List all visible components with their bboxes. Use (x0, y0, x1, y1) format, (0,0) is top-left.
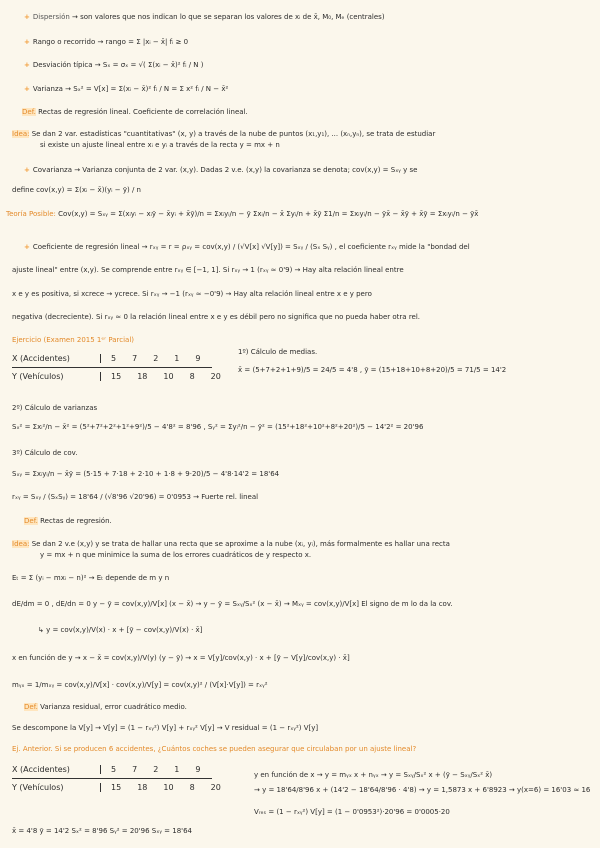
x-label: X (Accidentes) (12, 354, 101, 363)
note-text: x̄ = (5+7+2+1+9)/5 = 24/5 = 4'8 , ȳ = (15+18+10+8+20)/5 = 71/5 = 14'2 (238, 366, 507, 374)
y-cell: 8 (189, 783, 195, 792)
note-line (24, 243, 470, 252)
note-line (12, 336, 134, 345)
bullet-icon: + (24, 13, 30, 21)
note-line (24, 85, 228, 94)
note-line (40, 141, 280, 150)
y-cell: 15 (111, 783, 122, 792)
note-text: Varianza residual, error cuadrático medio. (37, 703, 187, 711)
note-line (12, 745, 416, 754)
note-line (238, 366, 506, 375)
note-line (12, 654, 350, 663)
bullet-icon: + (24, 61, 30, 69)
x-cell: 2 (153, 354, 159, 363)
bullet-icon: + (24, 243, 30, 251)
note-text: Si se producen 6 accidentes, ¿Cuántos coches se pueden asegurar que circulaban por un ajuste lineal? (52, 745, 417, 753)
note-text: x e y es positiva, si xcrece → ycrece. Si rₓᵧ → −1 (rₓᵧ ≃ −0'9) → Hay alta relación lineal entre x e y pero (12, 290, 372, 298)
note-text: Dispersión (32, 13, 70, 21)
x-values (101, 354, 200, 363)
note-text: Sₓᵧ = Σxᵢyᵢ/n − x̄ȳ = (5·15 + 7·18 + 2·10 + 1·8 + 9·20)/5 − 4'8·14'2 = 18'64 (12, 470, 280, 478)
x-cell: 7 (132, 354, 138, 363)
note-line (254, 808, 450, 817)
note-line (22, 108, 248, 117)
note-line (254, 786, 590, 795)
note-text: 3º) Cálculo de cov. (12, 449, 78, 457)
note-line (24, 38, 188, 47)
y-cell: 18 (137, 783, 148, 792)
note-text: Rectas de regresión. (37, 517, 112, 525)
note-line (24, 61, 204, 70)
note-line (12, 681, 268, 690)
note-line (6, 210, 478, 219)
x-values (101, 765, 200, 774)
note-line (24, 703, 187, 712)
bullet-icon: + (24, 85, 30, 93)
note-text: Covarianza → Varianza conjunta de 2 var. (x,y). Dadas 2 v.e. (x,y) la covarianza se denota; cov(x,y) = Sₓᵧ y se (32, 166, 418, 174)
y-cell: 8 (189, 372, 195, 381)
note-text: Se dan 2 var. estadísticas "cuantitativas" (x, y) a través de la nube de puntos (x₁,y₁), ... (xₙ,yₙ), se trata de estudiar (29, 130, 436, 138)
note-line (12, 404, 97, 413)
note-line (24, 166, 417, 175)
note-text: rₓᵧ = Sₓᵧ / (SₓSᵧ) = 18'64 / (√8'96 √20'96) = 0'0953 → Fuerte rel. lineal (12, 493, 259, 501)
note-line (12, 266, 404, 275)
note-text: Desviación típica → Sₓ = σₓ = √( Σ(xᵢ − x̄)² fᵢ / N ) (32, 61, 204, 69)
note-text: Ejercicio (Examen 2015 1ᵉʳ Parcial) (12, 336, 134, 344)
note-line (12, 130, 435, 139)
note-line (24, 517, 112, 526)
note-text: Idea: (12, 130, 30, 138)
note-text: Sₓ² = Σxᵢ²/n − x̄² = (5²+7²+2²+1²+9²)/5 − 4'8² = 8'96 , Sᵧ² = Σyᵢ²/n − ȳ² = (15²+18²+10²+8²+20²)/5 − 14'2² = 20'96 (12, 423, 424, 431)
note-line (12, 493, 258, 502)
note-text: Vᵣₑₛ = (1 − rₓᵧ²) V[y] = (1 − 0'0953²)·20'96 = 0'0005·20 (254, 808, 450, 816)
note-text: y en función de x → y = mᵧₓ x + nᵧₓ → y = Sₓᵧ/Sₓ² x + (ȳ − Sₓᵧ/Sₓ² x̄) (254, 771, 493, 779)
note-line (40, 551, 311, 560)
note-text: Rango o recorrido → rango = Σ |xᵢ − x̄| fᵢ ≥ 0 (32, 38, 189, 46)
note-text: Cov(x,y) = Sₓᵧ = Σ(xᵢyᵢ − xᵢȳ − x̄yᵢ + x̄ȳ)/n = Σxᵢyᵢ/n − ȳ Σxᵢ/n − x̄ Σyᵢ/n + x̄ȳ Σ1/n = Σxᵢyᵢ/n − ȳx̄ − x̄ȳ + x̄ȳ = Σxᵢyᵢ/n − ȳx̄ (55, 210, 479, 218)
y-values (101, 783, 221, 792)
note-line (12, 827, 192, 836)
x-label: X (Accidentes) (12, 765, 101, 774)
note-line (12, 313, 420, 322)
y-label: Y (Vehículos) (12, 372, 101, 381)
note-text: Coeficiente de regresión lineal → rₓᵧ = r = ρₓᵧ = cov(x,y) / (√V[x] √V[y]) = Sₓᵧ / (Sₓ Sᵧ) , el coeficiente rₓᵧ mide la "bondad del (32, 243, 470, 251)
note-text: 1º) Cálculo de medias. (238, 348, 318, 356)
y-cell: 10 (163, 783, 174, 792)
note-line (12, 724, 318, 733)
note-text: y = mx + n que minimice la suma de los errores cuadráticos de y respecto x. (40, 551, 312, 559)
x-cell: 2 (153, 765, 159, 774)
note-line (38, 626, 202, 635)
x-cell: 9 (195, 354, 201, 363)
x-cell: 5 (111, 354, 117, 363)
note-text: mᵧₓ = 1/mₓᵧ = cov(x,y)/V[x] · cov(x,y)/V[y] = cov(x,y)² / (V[x]·V[y]) = rₓᵧ² (12, 681, 268, 689)
note-line (12, 574, 169, 583)
note-text: Se dan 2 v.e (x,y) y se trata de hallar una recta que se aproxime a la nube (xᵢ, yᵢ), más formalmente es hallar una recta (29, 540, 450, 548)
note-text: 2º) Cálculo de varianzas (12, 404, 98, 412)
note-text: Rectas de regresión lineal. Coeficiente de correlación lineal. (35, 108, 248, 116)
y-cell: 10 (163, 372, 174, 381)
y-cell: 15 (111, 372, 122, 381)
note-text: ajuste lineal" entre (x,y). Se comprende entre rₓᵧ ∈ [−1, 1]. Si rₓᵧ → 1 (rₓᵧ ≃ 0'9) → Hay alta relación lineal entre (12, 266, 404, 274)
note-text: define cov(x,y) = Σ(xᵢ − x̄)(yᵢ − ȳ) / n (12, 186, 141, 194)
x-cell: 1 (174, 765, 180, 774)
note-text: → son valores que nos indican lo que se separan los valores de xᵢ de x̄, M₀, Mₑ (centrales) (69, 13, 385, 21)
x-cell: 5 (111, 765, 117, 774)
note-line (12, 540, 450, 549)
note-line (12, 600, 453, 609)
x-cell: 1 (174, 354, 180, 363)
data-table-2 (12, 765, 221, 792)
note-text: Def. (22, 108, 36, 116)
x-cell: 7 (132, 765, 138, 774)
note-text: si existe un ajuste lineal entre xᵢ e yᵢ a través de la recta y = mx + n (40, 141, 280, 149)
note-text: dE/dm = 0 , dE/dn = 0 y − ȳ = cov(x,y)/V[x] (x − x̄) → y − ȳ = Sₓᵧ/Sₓ² (x − x̄) → Mₓᵧ = cov(x,y)/V[x] El signo de m lo da la cov. (12, 600, 453, 608)
table-divider (12, 367, 212, 368)
note-line (12, 449, 78, 458)
data-table-1 (12, 354, 221, 381)
y-values (101, 372, 221, 381)
note-text: Se descompone la V[y] → V[y] = (1 − rₓᵧ²) V[y] + rₓᵧ² V[y] → V residual = (1 − rₓᵧ²) V[y] (12, 724, 319, 732)
note-text: negativa (decreciente). Si rₓᵧ ≃ 0 la relación lineal entre x e y es débil pero no significa que no pueda haber otra rel. (12, 313, 421, 321)
note-text: Idea: (12, 540, 30, 548)
note-text: Varianza → Sₓ² = V[x] = Σ(xᵢ − x̄)² fᵢ / N = Σ x² fᵢ / N − x̄² (32, 85, 229, 93)
note-line (12, 290, 372, 299)
note-text: Def. (24, 517, 38, 525)
x-cell: 9 (195, 765, 201, 774)
note-line (12, 423, 423, 432)
bullet-icon: + (24, 166, 30, 174)
bullet-icon: + (24, 38, 30, 46)
note-line (24, 13, 385, 22)
y-cell: 20 (210, 783, 221, 792)
y-cell: 20 (210, 372, 221, 381)
note-line (12, 186, 141, 195)
note-text: x en función de y → x − x̄ = cov(x,y)/V(y) (y − ȳ) → x = V[y]/cov(x,y) · x + [ȳ − V[y]/cov(x,y) · x̄] (12, 654, 350, 662)
note-text: → y = 18'64/8'96 x + (14'2 − 18'64/8'96 · 4'8) → y = 1,5873 x + 6'8923 → y(x=6) = 16'03 ≈ 16 (254, 786, 591, 794)
note-text: Teoría Posible: (6, 210, 56, 218)
note-text: Def. (24, 703, 38, 711)
note-line (238, 348, 317, 357)
y-label: Y (Vehículos) (12, 783, 101, 792)
note-text: Ej. Anterior. (12, 745, 53, 753)
note-text: ↳ y = cov(x,y)/V(x) · x + [ȳ − cov(x,y)/V(x) · x̄] (38, 626, 203, 634)
note-text: x̄ = 4'8 ȳ = 14'2 Sₓ² = 8'96 Sᵧ² = 20'96 Sₓᵧ = 18'64 (12, 827, 193, 835)
table-divider (12, 778, 212, 779)
y-cell: 18 (137, 372, 148, 381)
note-line (254, 771, 492, 780)
note-text: Eₜ = Σ (yᵢ − mxᵢ − n)² → Eₜ depende de m y n (12, 574, 170, 582)
note-line (12, 470, 279, 479)
